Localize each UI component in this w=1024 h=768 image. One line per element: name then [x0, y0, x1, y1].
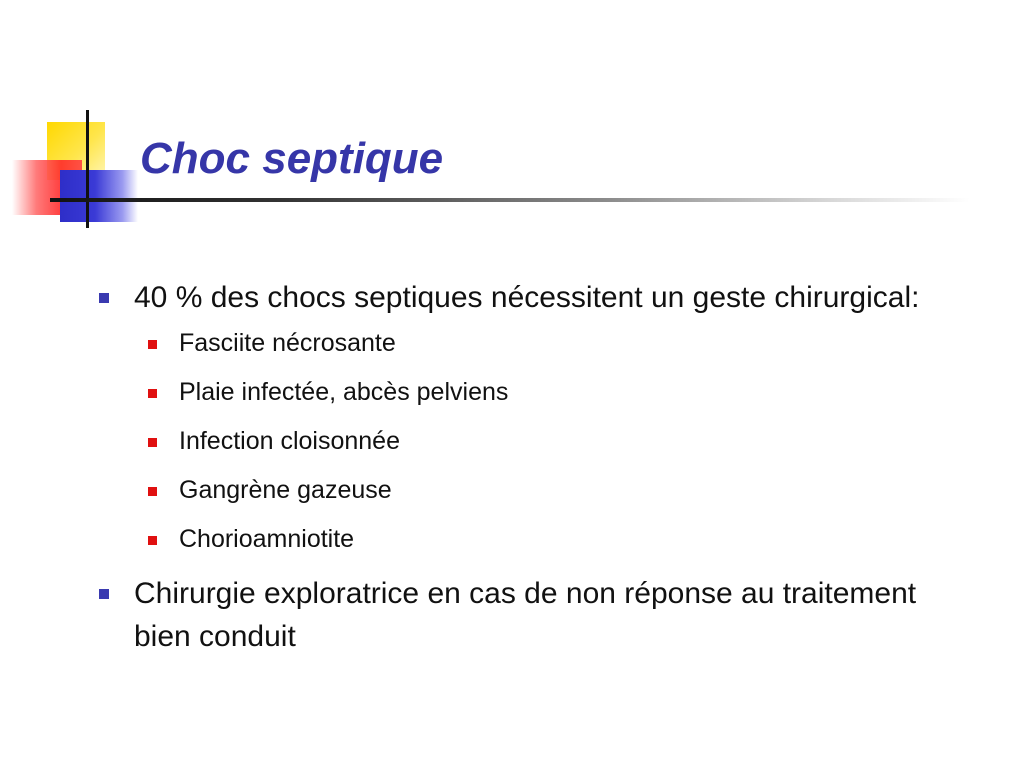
- sub-bullet-text: Chorioamniotite: [179, 525, 355, 553]
- sub-bullet-item: [96, 425, 956, 458]
- square-bullet-icon: [148, 340, 157, 349]
- slide-content: [96, 276, 956, 666]
- sub-bullet-item: [96, 376, 956, 409]
- square-bullet-icon: [148, 389, 157, 398]
- vertical-line-decoration: [86, 110, 89, 228]
- bullet-text: Chirurgie exploratrice en cas de non réponse au traitement bien conduit: [134, 577, 917, 653]
- square-bullet-icon: [99, 589, 109, 599]
- slide-title: Choc septique: [140, 134, 444, 183]
- blue-square-decoration: [60, 170, 138, 222]
- square-bullet-icon: [148, 438, 157, 447]
- title-underline: [50, 198, 970, 202]
- sub-bullet-text: Plaie infectée, abcès pelviens: [179, 378, 509, 406]
- bullet-item: [96, 572, 956, 658]
- decorative-logo: [0, 100, 160, 240]
- bullet-item: [96, 276, 956, 319]
- sub-bullet-text: Infection cloisonnée: [179, 427, 400, 455]
- sub-bullet-item: [96, 474, 956, 507]
- square-bullet-icon: [148, 536, 157, 545]
- sub-bullet-item: [96, 523, 956, 556]
- sub-bullet-text: Gangrène gazeuse: [179, 476, 392, 504]
- bullet-text: 40 % des chocs septiques nécessitent un geste chirurgical:: [134, 281, 920, 314]
- sub-bullet-item: [96, 327, 956, 360]
- square-bullet-icon: [99, 293, 109, 303]
- sub-bullet-list: [96, 327, 956, 556]
- sub-bullet-text: Fasciite nécrosante: [179, 329, 396, 357]
- square-bullet-icon: [148, 487, 157, 496]
